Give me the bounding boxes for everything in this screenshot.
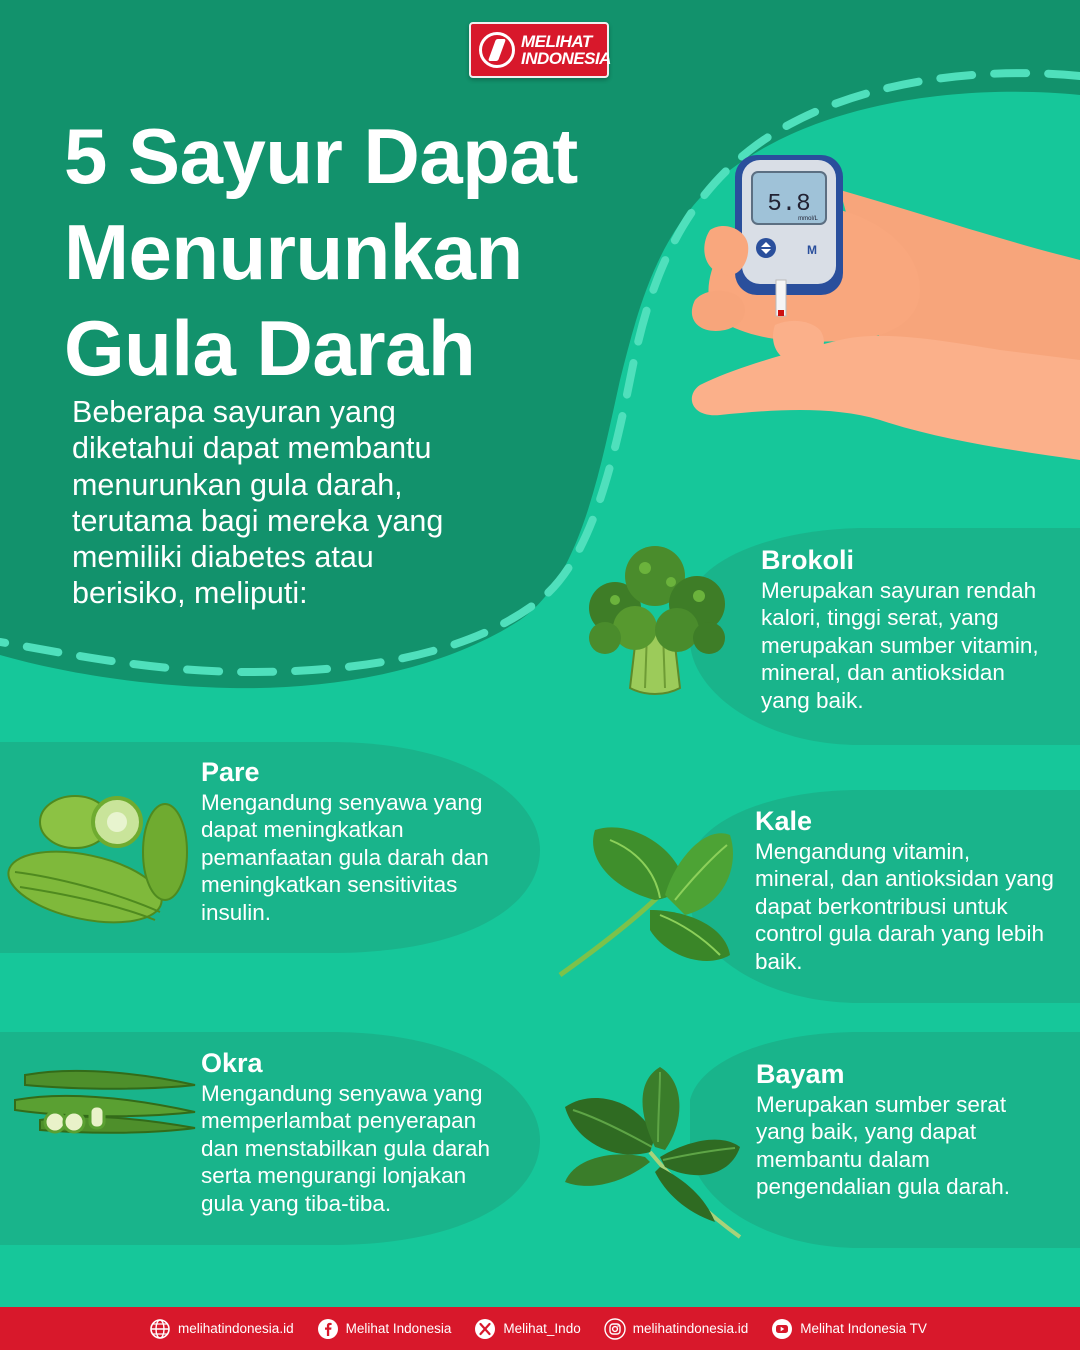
instagram-icon: [603, 1317, 627, 1341]
glucose-meter-hand-illustration: [680, 150, 1080, 480]
desc-line: Merupakan sumber serat: [756, 1092, 1007, 1117]
brand-logo-icon: [479, 32, 515, 68]
item-title: Bayam: [756, 1059, 845, 1089]
footer-youtube-link[interactable]: [770, 1317, 927, 1341]
item-title: Pare: [201, 757, 260, 787]
desc-line: dapat berkontribusi untuk: [755, 893, 1008, 919]
x-icon: [473, 1317, 497, 1341]
footer-facebook-label: Melihat Indonesia: [345, 1321, 452, 1336]
desc-line: yang baik.: [761, 687, 864, 713]
desc-line: dan menstabilkan gula darah: [201, 1135, 490, 1161]
item-description: [755, 838, 1054, 975]
footer-x-link[interactable]: [473, 1317, 580, 1341]
brand-name-line1: MELIHAT: [521, 32, 592, 51]
glucose-meter-icon: [735, 155, 843, 316]
brand-logo: [469, 22, 609, 78]
item-brokoli: [761, 545, 1039, 714]
intro-line: berisiko, meliputi:: [72, 576, 308, 611]
item-description: [201, 1080, 490, 1217]
footer-youtube-label: Melihat Indonesia TV: [800, 1321, 927, 1336]
item-kale: [755, 806, 1054, 975]
item-bayam: [756, 1059, 1010, 1201]
desc-line: Mengandung senyawa yang: [201, 1081, 483, 1106]
intro-line: diketahui dapat membantu: [72, 431, 432, 466]
footer-x-label: Melihat_Indo: [503, 1321, 581, 1336]
facebook-icon: [316, 1317, 340, 1341]
item-okra: [201, 1048, 490, 1217]
globe-icon: [148, 1317, 172, 1341]
desc-line: Mengandung vitamin,: [755, 839, 971, 864]
footer-instagram-link[interactable]: [603, 1317, 749, 1341]
footer-website-label: melihatindonesia.id: [178, 1321, 294, 1336]
intro-line: menurunkan gula darah,: [72, 467, 403, 502]
footer-facebook-link[interactable]: [316, 1317, 452, 1341]
item-description: [756, 1091, 1010, 1201]
desc-line: kalori, tinggi serat, yang: [761, 605, 999, 631]
intro-line: memiliki diabetes atau: [72, 540, 374, 575]
okra-illustration: [10, 1060, 200, 1140]
desc-line: meningkatkan sensitivitas: [201, 872, 458, 898]
desc-line: Mengandung senyawa yang: [201, 790, 483, 815]
item-title: Kale: [755, 806, 813, 836]
meter-button-label: M: [807, 243, 817, 257]
spinach-illustration: [555, 1062, 745, 1242]
bitter-melon-illustration: [5, 782, 190, 932]
desc-line: serta mengurangi lonjakan: [201, 1163, 467, 1189]
page-title: [64, 108, 644, 396]
desc-line: baik.: [755, 948, 803, 974]
footer-website-link[interactable]: [148, 1317, 294, 1341]
youtube-icon: [770, 1317, 794, 1341]
desc-line: gula yang tiba-tiba.: [201, 1190, 392, 1216]
item-description: [201, 789, 489, 926]
item-pare: [201, 757, 489, 926]
desc-line: pemanfaatan gula darah dan: [201, 844, 489, 870]
desc-line: mineral, dan antioksidan yang: [755, 866, 1054, 892]
desc-line: dapat meningkatkan: [201, 817, 404, 843]
broccoli-illustration: [575, 538, 735, 698]
desc-line: insulin.: [201, 899, 272, 925]
desc-line: merupakan sumber vitamin,: [761, 632, 1039, 658]
brand-name-line2: INDONESIA: [521, 49, 611, 68]
desc-line: memperlambat penyerapan: [201, 1108, 477, 1134]
item-title: Okra: [201, 1048, 263, 1078]
item-description: [761, 577, 1039, 714]
title-line-3: Gula Darah: [64, 304, 476, 392]
desc-line: control gula darah yang lebih: [755, 921, 1044, 947]
desc-line: yang baik, yang dapat: [756, 1119, 977, 1145]
item-title: Brokoli: [761, 545, 855, 575]
footer-instagram-label: melihatindonesia.id: [632, 1321, 749, 1336]
desc-line: Merupakan sayuran rendah: [761, 578, 1037, 603]
footer-social-bar: [0, 1307, 1080, 1350]
desc-line: mineral, dan antioksidan: [761, 660, 1005, 686]
meter-reading: 5.8: [767, 191, 811, 218]
desc-line: membantu dalam: [756, 1146, 930, 1172]
intro-line: terutama bagi mereka yang: [72, 503, 444, 538]
title-line-1: 5 Sayur Dapat: [64, 112, 578, 200]
title-line-2: Menurunkan: [64, 208, 523, 296]
intro-line: Beberapa sayuran yang: [72, 395, 396, 429]
kale-illustration: [555, 810, 740, 980]
intro-paragraph: [72, 394, 512, 612]
desc-line: pengendalian gula darah.: [756, 1174, 1010, 1200]
meter-unit: mmol/L: [798, 216, 818, 222]
